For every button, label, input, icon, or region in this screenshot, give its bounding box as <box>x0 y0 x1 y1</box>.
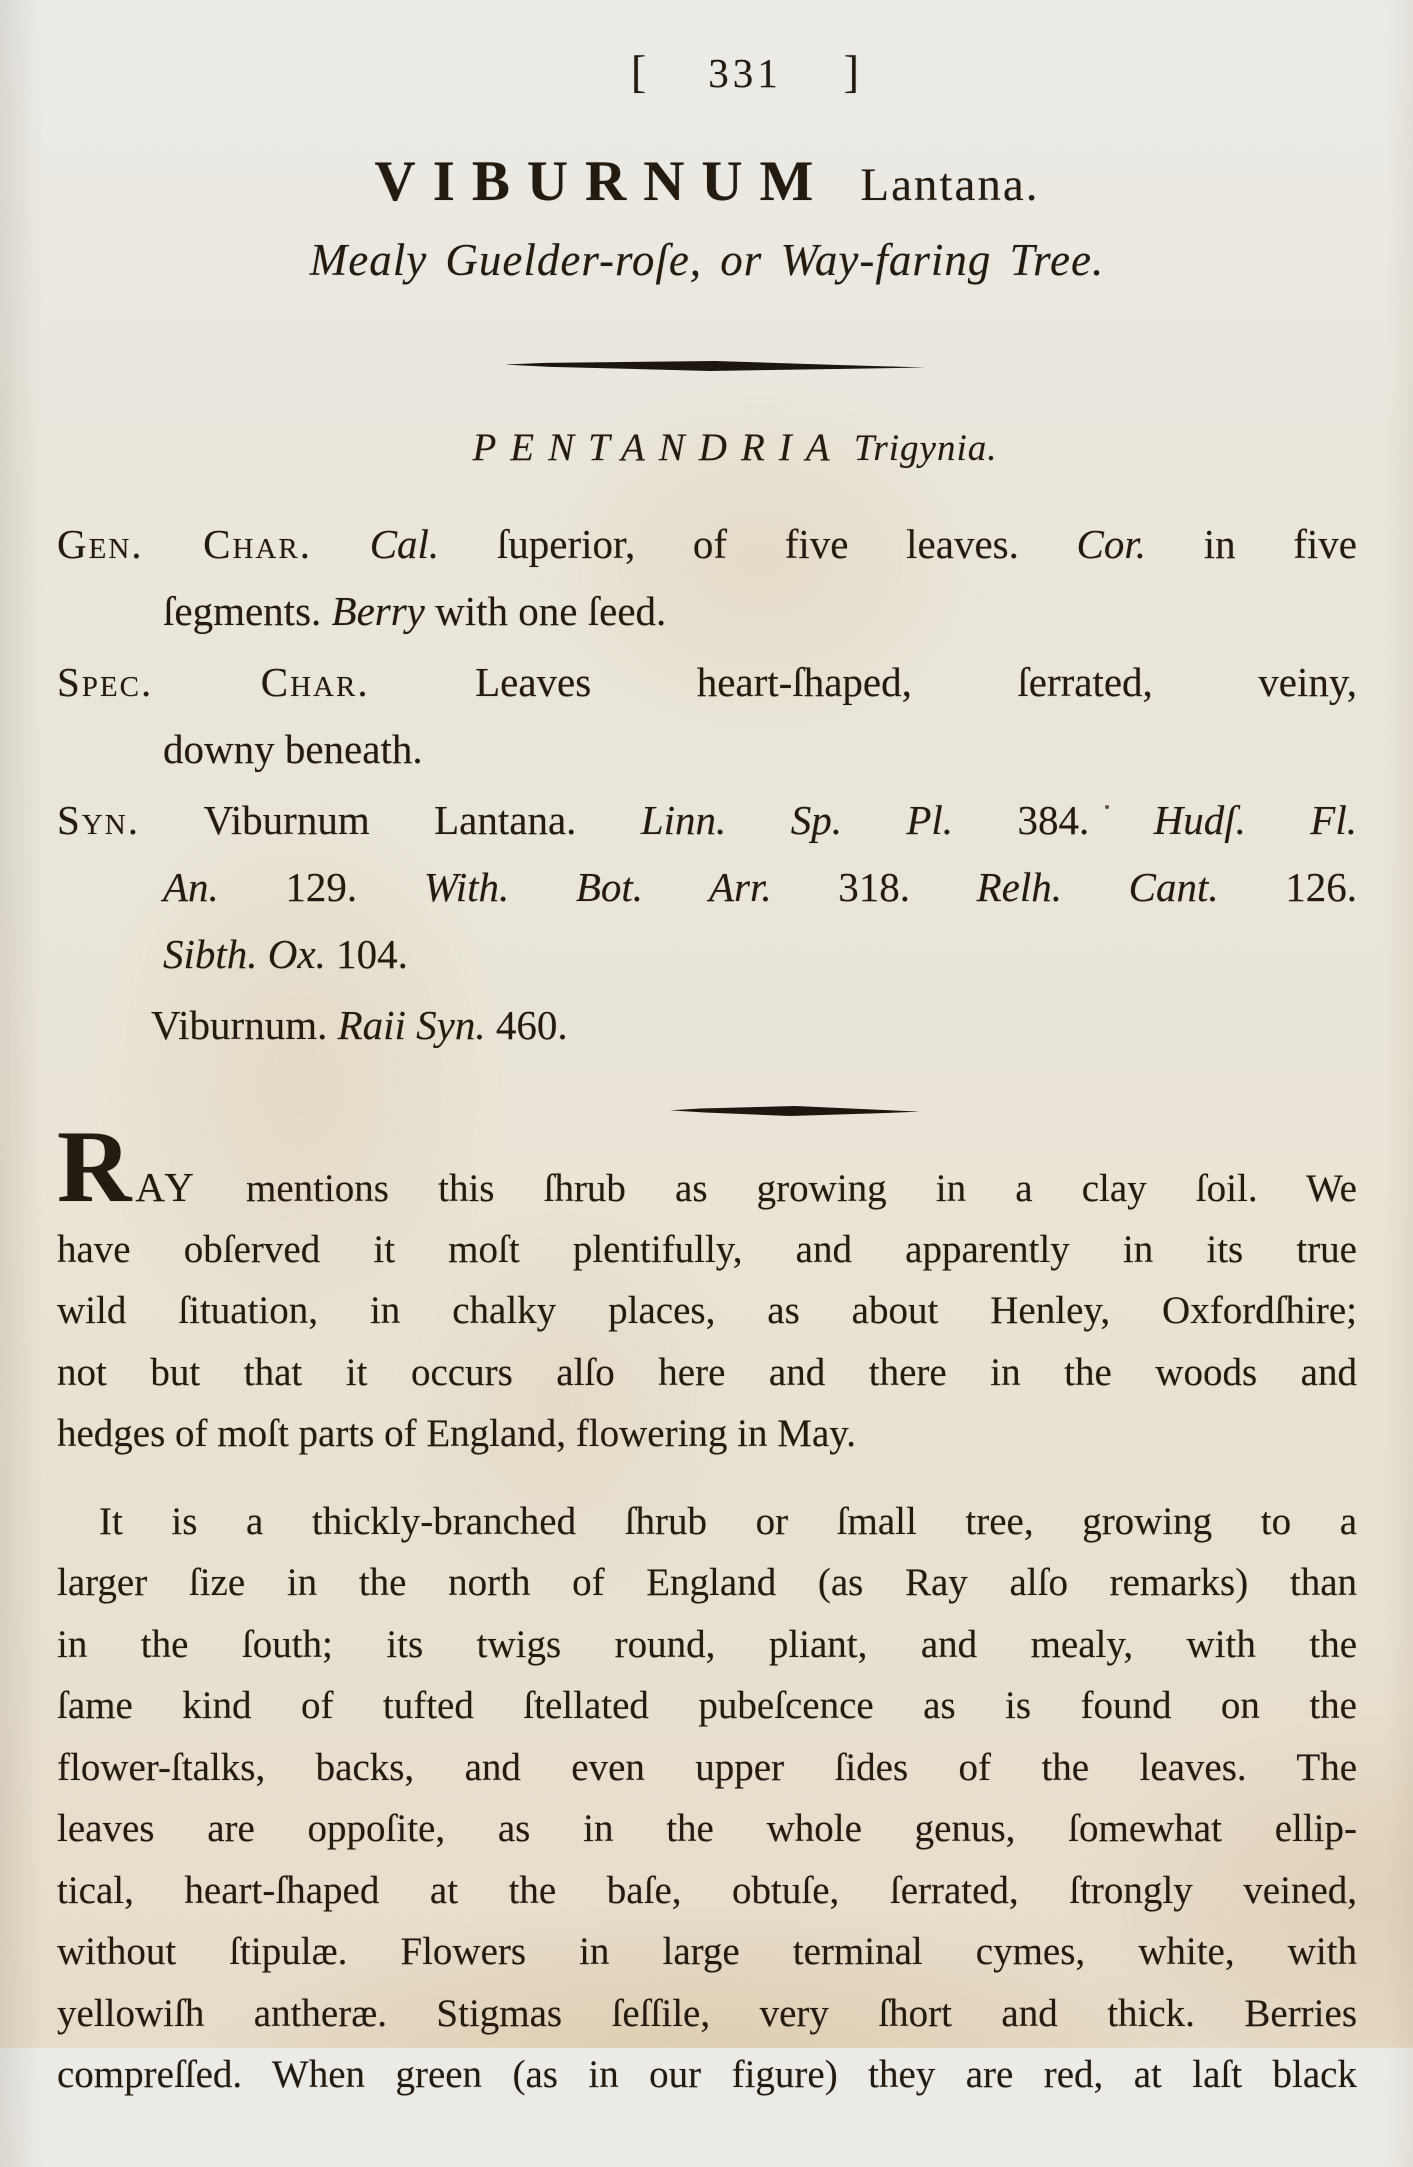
genus-name: VIBURNUM <box>374 150 831 213</box>
text-segment: larger ſize in the north of England (as Ray alſo remarks) than <box>57 1561 1357 1604</box>
text-line <box>57 992 1357 1059</box>
text-segment: in five <box>1146 521 1358 567</box>
text-line <box>57 1737 1357 1799</box>
page-title <box>57 151 1357 216</box>
text-segment: hedges of moſt parts of England, flowering in May. <box>57 1412 856 1455</box>
text-segment: ſame kind of tufted ſtellated pubeſcence as is found on the <box>57 1684 1357 1727</box>
text-segment: tical, heart-ſhaped at the baſe, obtuſe, ſerrated, ſtrongly veined, <box>57 1868 1357 1912</box>
text-segment <box>312 521 370 567</box>
text-segment: An. <box>163 864 219 910</box>
text-line <box>57 2044 1357 2106</box>
swelled-rule-middle <box>145 1100 1413 1123</box>
text-line <box>57 1860 1357 1922</box>
text-line <box>57 1983 1357 2045</box>
text-line-dropcap <box>57 1110 1357 1224</box>
text-segment: 460. <box>485 1002 568 1048</box>
text-line <box>57 1798 1357 1860</box>
text-line <box>57 1342 1357 1404</box>
character-section <box>57 511 1357 1059</box>
text-line <box>57 649 1357 716</box>
text-segment: Cal. <box>369 521 440 567</box>
folio-open-bracket: [ <box>630 46 647 97</box>
text-line <box>57 1614 1357 1676</box>
text-segment: Spec. Char. <box>57 659 370 705</box>
text-segment: Berry <box>331 588 425 634</box>
species-name: Lantana. <box>860 159 1040 211</box>
swelled-rule-shape <box>505 357 925 376</box>
generic-character-block <box>57 511 1357 645</box>
text-segment: It is a thickly-branched ſhrub or ſmall tree, growing to a <box>99 1499 1357 1543</box>
linnaean-class-line <box>85 422 1385 475</box>
habitat-lines <box>57 1219 1357 1465</box>
text-segment: 318. <box>771 864 977 910</box>
text-segment: Gen. Char. <box>57 521 313 567</box>
text-segment: yellowiſh antheræ. Stigmas ſeſſile, very ſhort and thick. Berries <box>57 1991 1357 2035</box>
text-segment: without ſtipulæ. Flowers in large terminal cymes, white, with <box>57 1930 1357 1973</box>
text-column <box>57 0 1357 2106</box>
text-segment: wild ſituation, in chalky places, as about Henley, Oxfordſhire; <box>57 1289 1357 1332</box>
text-line <box>57 1921 1357 1983</box>
text-segment: Viburnum. <box>151 1002 338 1048</box>
text-segment: not but that it occurs alſo here and there in the woods and <box>57 1350 1357 1394</box>
common-name-subtitle: Mealy Guelder-roſe, or Way-faring Tree. <box>309 235 1105 285</box>
text-line <box>57 1491 1357 1553</box>
text-line <box>57 1219 1357 1281</box>
folio-close-bracket: ] <box>843 46 860 97</box>
text-segment: PENTANDRIA <box>472 426 844 469</box>
text-segment: have obſerved it moſt plentifully, and apparently in its true <box>57 1227 1357 1271</box>
text-segment: downy beneath. <box>163 726 423 772</box>
text-segment: 104. <box>325 931 408 977</box>
text-segment: Viburnum Lantana. <box>139 797 641 843</box>
text-segment: leaves are oppoſite, as in the whole genus, ſomewhat ellip- <box>57 1807 1357 1850</box>
text-segment: Raii Syn. <box>337 1002 486 1048</box>
drop-cap-initial: R <box>57 1110 132 1224</box>
text-segment: Relh. Cant. <box>976 864 1219 910</box>
text-segment: Cor. <box>1076 521 1147 567</box>
specific-character-block <box>57 649 1357 783</box>
text-line <box>57 854 1357 921</box>
text-segment: in the ſouth; its twigs round, pliant, and mealy, with the <box>57 1622 1357 1666</box>
swelled-rule-top <box>65 353 1365 378</box>
text-segment: Linn. Sp. Pl. <box>640 797 954 843</box>
text-line <box>57 1552 1357 1614</box>
text-segment: Trigynia. <box>843 428 998 469</box>
text-segment: with one ſeed. <box>424 588 667 634</box>
synonym-ray-block <box>57 992 1357 1059</box>
text-line <box>57 511 1357 578</box>
page-number: 331 <box>708 50 782 96</box>
text-segment: With. Bot. Arr. <box>423 864 772 910</box>
paragraph-description <box>57 1491 1357 2106</box>
text-segment: Sibth. Ox. <box>163 931 326 977</box>
text-segment: compreſſed. When green (as in our figure) they are red, at laſt black <box>57 2053 1357 2096</box>
text-segment: Syn. <box>57 797 140 843</box>
text-segment: flower-ſtalks, backs, and even upper ſides of the leaves. The <box>57 1745 1357 1789</box>
swelled-rule-shape <box>670 1102 920 1119</box>
page-number-line <box>95 0 1395 101</box>
paragraph-habitat <box>57 1110 1357 1465</box>
drop-cap-rest: AY <box>135 1164 197 1210</box>
text-line <box>57 1675 1357 1737</box>
description-lines <box>57 1491 1357 2106</box>
text-segment: 126. <box>1218 864 1358 910</box>
text-segment: Hudſ. Fl. <box>1153 797 1357 843</box>
text-segment: ſegments. <box>163 588 332 634</box>
text-segment: 384. <box>953 797 1154 843</box>
first-line-text: mentions this ſhrub as growing in a clay ſoil. We <box>196 1167 1357 1210</box>
synonyms-block <box>57 787 1357 988</box>
text-line <box>57 787 1357 854</box>
text-segment: 129. <box>218 864 424 910</box>
text-line <box>57 1280 1357 1342</box>
text-segment: ſuperior, of five leaves. <box>439 521 1077 567</box>
text-segment: Leaves heart-ſhaped, ſerrated, veiny, <box>369 659 1357 705</box>
